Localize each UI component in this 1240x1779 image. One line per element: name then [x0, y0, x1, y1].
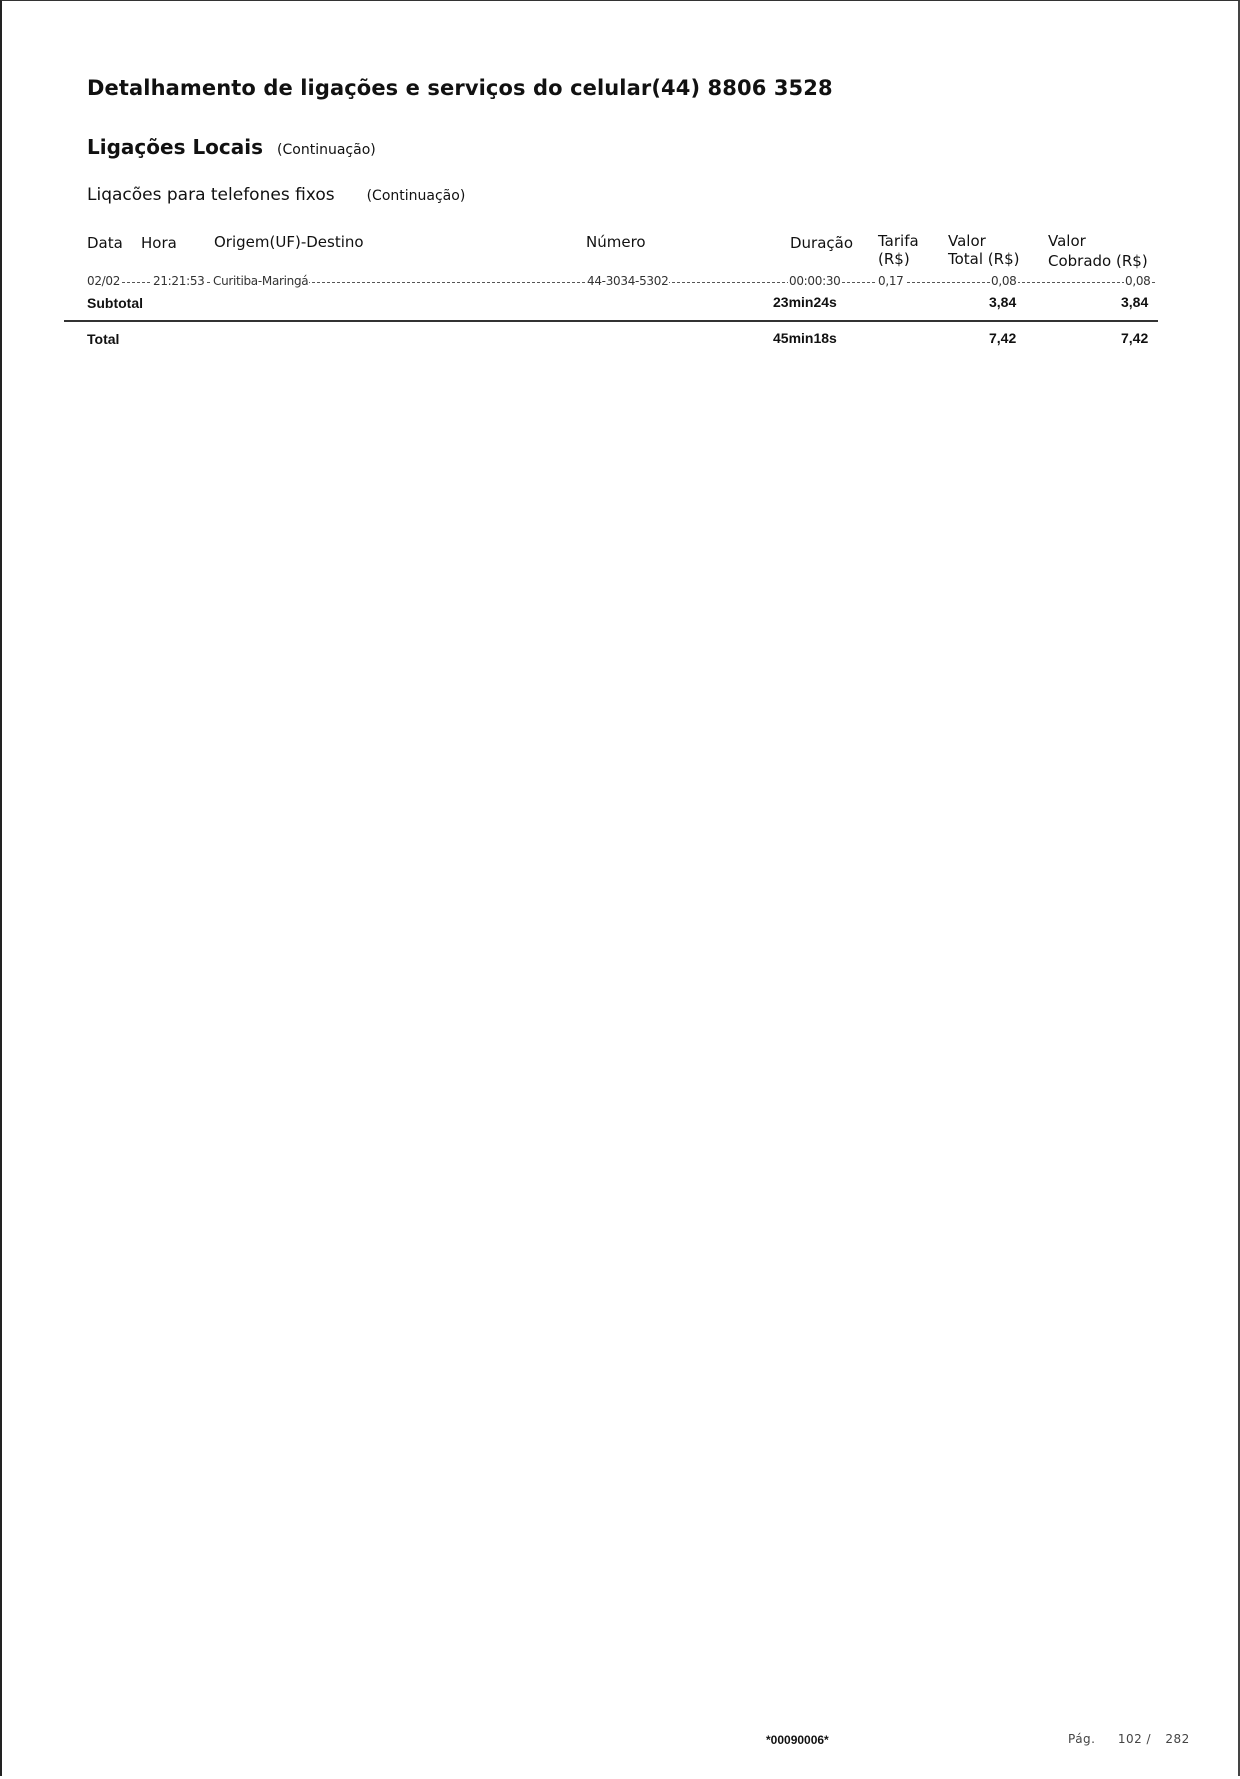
row-valor-total: 0,08	[991, 274, 1017, 288]
header-valor-cobrado-line2: Cobrado (R$)	[1048, 252, 1148, 270]
header-data: Data	[87, 234, 123, 252]
row-valor-cobrado: 0,08	[1125, 274, 1151, 288]
row-origem-destino: Curitiba-Maringá	[213, 274, 309, 288]
total-duracao: 45min18s	[773, 330, 837, 346]
subsection-title: Liqacões para telefones fixos	[87, 185, 335, 205]
section-continuation: (Continuação)	[277, 142, 376, 158]
document-title: Detalhamento de ligações e serviços do celular(44) 8806 3528	[87, 76, 833, 100]
subtotal-label: Subtotal	[87, 295, 143, 311]
page-current: 102 /	[1117, 1732, 1152, 1746]
subtotal-valor-total: 3,84	[989, 294, 1017, 310]
header-valor-total-line2: Total (R$)	[948, 250, 1020, 268]
total-divider	[64, 320, 1158, 322]
header-origem-destino: Origem(UF)-Destino	[214, 233, 364, 251]
subtotal-duracao: 23min24s	[773, 294, 837, 310]
row-numero: 44-3034-5302	[587, 274, 669, 288]
row-hora: 21:21:53	[153, 274, 205, 288]
header-hora: Hora	[141, 234, 177, 252]
header-tarifa	[878, 232, 919, 268]
header-valor-cobrado-line1: Valor	[1048, 232, 1086, 250]
total-valor-total: 7,42	[989, 330, 1017, 346]
page-label: Pág.	[1068, 1732, 1096, 1746]
total-label: Total	[87, 331, 120, 347]
subsection-continuation: (Continuação)	[366, 188, 466, 204]
header-duracao: Duração	[790, 234, 854, 252]
subsection-heading	[87, 185, 465, 205]
document-code: *00090006*	[766, 1733, 829, 1747]
section-title: Ligações Locais	[87, 135, 264, 159]
total-valor-cobrado: 7,42	[1121, 330, 1149, 346]
page-total: 282	[1165, 1732, 1190, 1746]
header-numero: Número	[586, 233, 646, 251]
header-tarifa-line2: (R$)	[878, 250, 910, 268]
subtotal-valor-cobrado: 3,84	[1121, 294, 1149, 310]
section-heading	[87, 135, 376, 159]
page-number	[1068, 1732, 1190, 1746]
header-valor-cobrado	[1048, 232, 1148, 270]
row-data: 02/02	[87, 274, 121, 288]
header-valor-total	[948, 232, 1019, 268]
header-valor-total-line1: Valor	[948, 232, 986, 250]
row-duracao: 00:00:30	[789, 274, 841, 288]
row-tarifa: 0,17	[878, 274, 904, 288]
header-tarifa-line1: Tarifa	[878, 232, 919, 250]
